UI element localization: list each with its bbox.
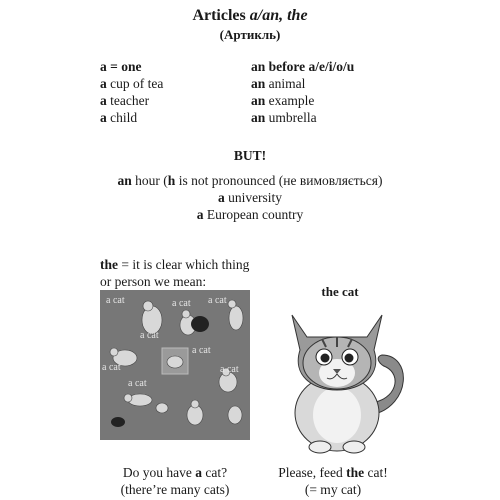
- exceptions-block: [0, 172, 500, 223]
- a-example-row: a child: [100, 110, 138, 125]
- left-caption: Do you have a cat? (there’re many cats): [120, 465, 230, 497]
- photo-label: a cat: [208, 295, 227, 306]
- photo-label: a cat: [140, 330, 159, 341]
- photo-label: a cat: [192, 345, 211, 356]
- title-plain: Articles: [192, 7, 250, 24]
- photo-label: a cat: [128, 378, 147, 389]
- the-word: the: [100, 257, 118, 272]
- exception-row: a university: [217, 190, 283, 205]
- many-cats-photo: [100, 290, 250, 440]
- an-example-row: an umbrella: [251, 110, 317, 125]
- exception-row: a European country: [196, 207, 304, 222]
- an-example-row: an example: [251, 93, 315, 108]
- a-example-row: a cup of tea: [100, 76, 164, 91]
- cartoon-cat-illustration: [262, 295, 412, 455]
- the-definition: the = it is clear which thing or person we mean:: [100, 257, 250, 289]
- an-example-row: an animal: [251, 76, 306, 91]
- a-column-heading: a = one: [100, 59, 142, 74]
- right-caption: Please, feed the cat! (= my cat): [278, 465, 388, 497]
- the-cat-label: the cat: [321, 284, 359, 299]
- exception-row: an hour (h is not pronounced (не вимовляється): [117, 173, 383, 188]
- an-article-column: [251, 58, 354, 126]
- photo-label: a cat: [102, 362, 121, 373]
- title-italic: a/an, the: [249, 7, 308, 24]
- photo-label: a cat: [106, 295, 125, 306]
- but-heading: BUT!: [233, 148, 267, 163]
- an-column-heading: an before a/e/i/o/u: [251, 59, 355, 74]
- photo-label: a cat: [172, 298, 191, 309]
- cartoon-cat-image: [262, 295, 412, 455]
- a-example-row: a teacher: [100, 93, 150, 108]
- page-subtitle: (Артикль): [219, 27, 281, 42]
- page-title: [0, 7, 500, 25]
- photo-label: a cat: [220, 364, 239, 375]
- a-article-column: [100, 58, 163, 126]
